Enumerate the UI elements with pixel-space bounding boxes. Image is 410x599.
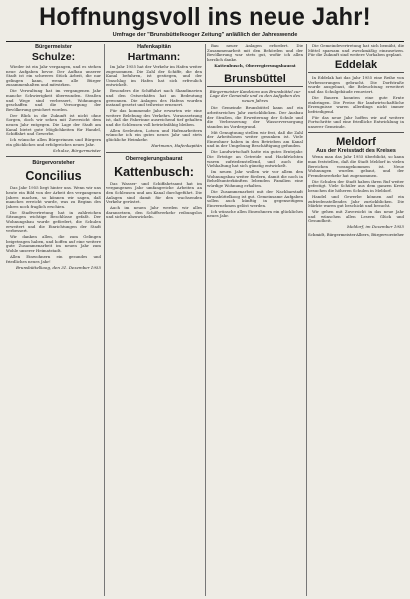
- paragraph: Handel und Gewerbe können auf ein zufriedenstellendes Jahr zurückblicken. Die Märkte waren gut beschickt und besucht.: [308, 194, 404, 209]
- signature: Hartmann, Hafenkapitän: [151, 143, 202, 149]
- section-name: Kattenbusch:: [114, 164, 194, 179]
- section-role: Bürgermeister: [35, 44, 72, 50]
- article-columns: [6, 44, 404, 596]
- paragraph: Besonders die Schiffahrt nach Skandinavien und den Ostseehäfen hat an Bedeutung gewonnen. Die Anlagen des Hafens wurden instand gesetzt und teilweise erneuert.: [106, 88, 202, 108]
- column-divider: [205, 44, 206, 596]
- subheadline: Umfrage der "Brunsbüttelkooger Zeitung" anläßlich der Jahreswende: [112, 32, 298, 38]
- section-role: Oberregierungsbaurat: [125, 155, 183, 162]
- paragraph: Die Gemeindevertretung hat sich bemüht, die Mittel sparsam und zweckmäßig einzusetzen. Für die Zukunft sind weitere Vorhaben geplant.: [308, 44, 404, 58]
- paragraph: Bau neuer Anlagen erfordert. Die Zusammenarbeit mit den Behörden und der Bevölkerung war stets gut, wofür ich allen herzlich danke.: [207, 44, 303, 62]
- date-line: Meldorf, im Dezember 1955: [347, 224, 404, 230]
- newspaper-page: [6, 4, 404, 596]
- column-2: [106, 44, 202, 596]
- section-role: Hafenkapitän: [137, 44, 171, 50]
- paragraph: Das Jahr 1955 liegt hinter uns. Wenn wir uns heute ein Bild von der Arbeit des vergangenen Jahres machen, so können wir sagen, daß manches erreicht wurde, was zu Beginn des Jahres noch fraglich erschien.: [6, 185, 101, 209]
- section-name: Meldorf: [336, 136, 376, 149]
- section-name: Hartmann:: [127, 51, 181, 63]
- column-divider: [104, 44, 105, 596]
- paragraph: Die Zusammenarbeit mit der Nachbarstadt Brunsbüttelkoog ist gut. Gemeinsame Aufgaben sollen auch künftig in gegenseitigem Einvernehmen gelöst werden.: [207, 189, 303, 208]
- signature: Kattenbusch, Oberregierungsbaurat: [214, 62, 296, 68]
- paragraph: Die Stadtvertretung hat in zahlreichen Sitzungen wichtige Beschlüsse gefaßt. Der Wohnungsbau wurde gefördert, die Schulen erweitert und die Einrichtungen der Stadt verbessert.: [6, 209, 101, 234]
- signature-left: Schmidt, Bürgermeister: [308, 232, 356, 238]
- section-divider: [308, 132, 404, 133]
- paragraph: Wieder ist ein Jahr vergangen, und es stehen neue Aufgaben bevor. Der Aufbau unserer Stadt ist ein schweres Stück Arbeit, die nur gelingen kann, wenn alle Bürger zusammenhalten und mitwirken.: [6, 64, 101, 88]
- paragraph: Ich wünsche allen Bürgerinnen und Bürgern ein glückliches und erfolgreiches neues Jahr.: [6, 137, 101, 147]
- paragraph: Allen Einwohnern ein gesundes und friedliches neues Jahr!: [6, 253, 101, 264]
- section-role: Aus der Kreisstadt des Kreises: [316, 148, 396, 155]
- paragraph: Für das kommende Jahr erwarten wir eine weitere Belebung des Verkehrs. Voraussetzung ist, daß die Fahrrinne ausreichend tief gehalten und die Schleusen voll betriebsfähig bleiben.: [106, 108, 202, 127]
- paragraph: Wenn man das Jahr 1955 überblickt, so kann man feststellen, daß die Stadt Meldorf in vielen Bereichen vorangekommen ist. Neue Wohnungen wurden gebaut, und der Fremdenverkehr hat zugenommen.: [308, 154, 404, 178]
- paragraph: Allen Seeleuten, Lotsen und Hafenarbeitern wünsche ich ein gutes neues Jahr und stets glückliche Heimkehr.: [106, 127, 202, 143]
- paragraph: Ich wünsche allen Einwohnern ein glückliches neues Jahr.: [207, 208, 303, 219]
- paragraph: Wir danken allen, die zum Gelingen beigetragen haben, und hoffen auf eine weitere gute Zusammenarbeit im neuen Jahr zum Wohle unserer Heimatstadt.: [6, 234, 101, 253]
- header-rule: [6, 41, 404, 42]
- paragraph: In Eddelak hat das Jahr 1955 eine Reihe von Verbesserungen gebracht. Die Dorfstraße wurde ausgebaut, die Beleuchtung erweitert und das Schulgebäude renoviert.: [308, 75, 404, 94]
- signature: Schulze, Bürgermeister: [52, 147, 101, 153]
- section-name: Brunsbüttel: [224, 72, 286, 85]
- section-name: Schulze:: [31, 51, 76, 63]
- headline: Hoffnungsvoll ins neue Jahr!: [39, 3, 371, 31]
- column-1: [6, 44, 101, 596]
- column-4: [308, 44, 404, 596]
- paragraph: Die Bauern konnten eine gute Ernte einbringen. Die Preise für landwirtschaftliche Erzeugnisse waren allerdings nicht immer befriedigend.: [308, 94, 404, 114]
- section-title-box: [207, 73, 303, 87]
- paragraph: Der Blick in die Zukunft ist nicht ohne Sorgen, doch wir sehen mit Zuversicht dem neuen Jahr entgegen. Die Lage der Stadt am Kanal bietet gute Möglichkeiten für Handel, Schiffahrt und Gewerbe.: [6, 112, 101, 137]
- paragraph: Auch im neuen Jahr werden wir alles daransetzen, den Schiffsverkehr reibungslos und sicher abzuwickeln.: [106, 205, 202, 220]
- paragraph: Im Jahr 1955 hat der Verkehr im Hafen weiter zugenommen. Die Zahl der Schiffe, die den Kanal befuhren, ist gestiegen, und der Umschlag im Hafen hat sich erfreulich entwickelt.: [106, 64, 202, 88]
- section-role: Bürgervorsteher: [32, 160, 75, 167]
- paragraph: Wir gehen mit Zuversicht in das neue Jahr und wünschen allen Lesern Glück und Gesundheit.: [308, 209, 404, 224]
- paragraph: Für das neue Jahr hoffen wir auf weitere Fortschritte und eine friedliche Entwicklung in unserer Gemeinde.: [308, 114, 404, 129]
- section-name: Eddelak: [334, 59, 378, 72]
- section-subtitle: Bürgermeister Kandziora aus Brunsbüttel zur Lage der Gemeinde und zu den Aufgaben des neuen Jahres: [209, 88, 301, 103]
- section-divider: [106, 152, 202, 153]
- section-divider: [6, 156, 101, 157]
- column-3: [207, 44, 303, 596]
- paragraph: Die Gemeinde Brunsbüttel kann auf ein arbeitsreiches Jahr zurückblicken. Der Ausbau der Straßen, die Erweiterung der Schule und die Verbesserung der Wasserversorgung standen im Vordergrund.: [207, 105, 303, 129]
- signature: Brunsbüttelkoog, den 31. Dezember 1955: [16, 264, 101, 270]
- column-divider: [306, 44, 307, 596]
- paragraph: Die Landwirtschaft hatte ein gutes Erntejahr. Die Erträge an Getreide und Hackfrüchten waren zufriedenstellend, und auch die Viehhaltung hat sich günstig entwickelt.: [207, 149, 303, 169]
- section-title-box: [308, 59, 404, 73]
- paragraph: Im neuen Jahr wollen wir vor allem den Wohnungsbau weiter fördern, damit die noch in Behelfsunterkünften lebenden Familien eine würdige Wohnung erhalten.: [207, 169, 303, 189]
- signature-row: [308, 233, 404, 238]
- paragraph: Die Schulen der Stadt haben ihren Ruf weiter gefestigt. Viele Schüler aus dem ganzen Kreis besuchen die höheren Schulen in Meldorf.: [308, 178, 404, 194]
- paragraph: Mit Genugtuung stellen wir fest, daß die Zahl der Arbeitslosen weiter gesunken ist. Viele Einwohner haben in den Betrieben am Kanal und in der Umgebung Beschäftigung gefunden.: [207, 129, 303, 149]
- paragraph: Das Wasser- und Schiffahrtsamt hat im vergangenen Jahr umfangreiche Arbeiten an den Schleusen und am Kanal durchgeführt. Die Anlagen sind damit für den wachsenden Verkehr gerüstet.: [106, 180, 202, 205]
- signature-right: Albers, Bürgervorsteher: [356, 232, 404, 238]
- paragraph: Die Verwaltung hat im vergangenen Jahr manche Schwierigkeit überwunden. Straßen und Wege sind verbessert, Wohnungen geschaffen und die Versorgung der Bevölkerung gesichert worden.: [6, 88, 101, 112]
- section-name: Concilius: [25, 169, 82, 184]
